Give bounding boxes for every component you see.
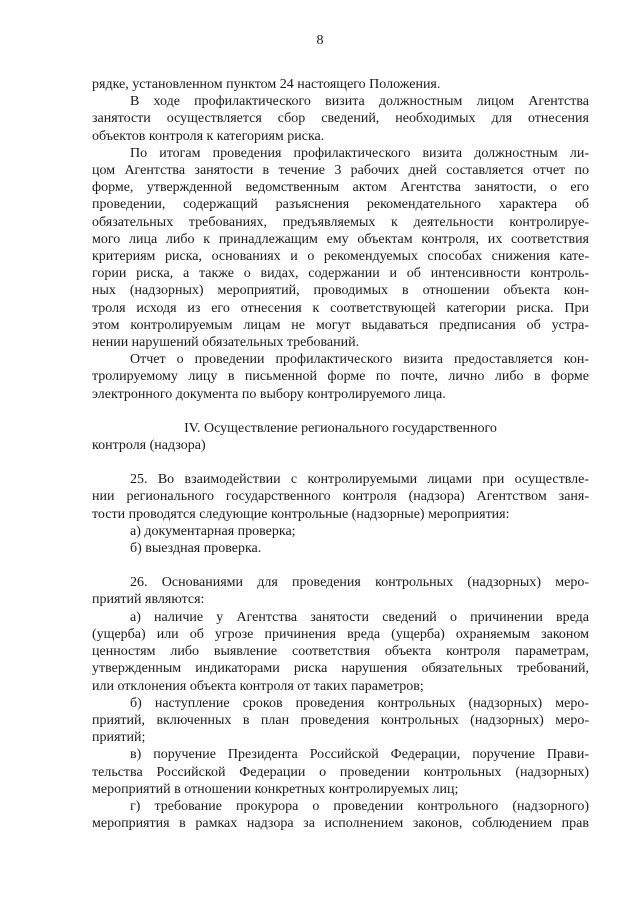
paragraph-gap bbox=[92, 454, 589, 471]
paragraph bbox=[92, 609, 589, 695]
text-line: или отклонения объекта контроля от таких параметров; bbox=[92, 678, 424, 694]
text-line: утвержденным индикаторами риска нарушения обязательных требований, bbox=[92, 661, 589, 677]
text-line: б) наступление сроков проведения контрольных (надзорных) меро- bbox=[130, 695, 589, 711]
text-line: мероприятий в отношении конкретных контролируемых лиц; bbox=[92, 781, 459, 797]
text-line: а) наличие у Агентства занятости сведений о причинении вреда bbox=[130, 609, 589, 625]
paragraph bbox=[92, 351, 589, 403]
text-line: троля исходя из его отнесения к соответствующей категории риска. При bbox=[92, 300, 589, 316]
text-line: электронного документа по выбору контролируемого лица. bbox=[92, 386, 446, 402]
text-line: приятий; bbox=[92, 730, 146, 746]
text-line: В ходе профилактического визита должностным лицом Агентства bbox=[130, 94, 589, 110]
text-line: г) требование прокурора о проведении контрольного (надзорного) bbox=[130, 798, 589, 814]
paragraph bbox=[92, 471, 589, 523]
paragraph bbox=[92, 523, 589, 540]
text-line: приятий являются: bbox=[92, 592, 205, 608]
paragraph bbox=[92, 798, 589, 832]
paragraph-gap bbox=[92, 557, 589, 574]
paragraph bbox=[92, 93, 589, 145]
text-line: приятий, включенных в план проведения контрольных (надзорных) меро- bbox=[92, 712, 589, 728]
paragraph bbox=[92, 145, 589, 351]
text-line: 25. Во взаимодействии с контролируемыми лицами при осуществле- bbox=[130, 472, 589, 488]
paragraph bbox=[92, 540, 589, 557]
paragraph-gap bbox=[92, 403, 589, 420]
text-line: в) поручение Президента Российской Федерации, поручение Прави- bbox=[130, 747, 589, 763]
text-line: рядке, установленном пунктом 24 настоящего Положения. bbox=[92, 77, 441, 92]
text-line: цом Агентства занятости в течение 3 рабочих дней составляется отчет по bbox=[92, 163, 589, 179]
text-line: гории риска, а также о видах, содержании и об интенсивности контроль- bbox=[92, 266, 589, 282]
text-line: этом контролируемым лицам не могут выдаваться предписания об устра- bbox=[92, 317, 589, 333]
text-line: контроля (надзора) bbox=[92, 438, 206, 454]
text-line: мого лица либо к принадлежащим ему объектам контроля, их соответствия bbox=[92, 231, 589, 247]
text-line: ценностям либо выявление соответствия объекта контроля параметрам, bbox=[92, 644, 589, 660]
paragraph bbox=[92, 76, 589, 93]
text-line: объектов контроля к категориям риска. bbox=[92, 128, 325, 144]
document-body bbox=[92, 76, 589, 832]
text-line: б) выездная проверка. bbox=[130, 541, 262, 557]
text-line: тельства Российской Федерации о проведении контрольных (надзорных) bbox=[92, 764, 589, 780]
text-line: нении нарушений обязательных требований. bbox=[92, 335, 360, 351]
text-line: проведении, содержащий разъяснения рекомендательного характера об bbox=[92, 197, 589, 213]
paragraph bbox=[92, 574, 589, 608]
section-heading bbox=[92, 420, 589, 454]
text-line: По итогам проведения профилактического визита должностным ли- bbox=[130, 145, 589, 161]
text-line: а) документарная проверка; bbox=[130, 523, 296, 539]
text-line: (ущерба) или об угрозе причинения вреда (ущерба) охраняемым законом bbox=[92, 626, 589, 642]
text-line: 26. Основаниями для проведения контрольных (надзорных) меро- bbox=[130, 575, 589, 591]
text-line: ных (надзорных) мероприятий, проводимых в отношении объекта кон- bbox=[92, 283, 589, 299]
paragraph bbox=[92, 695, 589, 747]
text-line: мероприятия в рамках надзора за исполнением законов, соблюдением прав bbox=[92, 816, 589, 832]
text-line: Отчет о проведении профилактического визита предоставляется кон- bbox=[130, 352, 589, 368]
text-line: форме, утвержденной ведомственным актом Агентства занятости, о его bbox=[92, 180, 589, 196]
text-line: тролируемому лицу в письменной форме по почте, лично либо в форме bbox=[92, 369, 589, 385]
page-number: 8 bbox=[316, 33, 324, 48]
text-line: критериям риска, основаниях и о рекомендуемых способах снижения кате- bbox=[92, 249, 589, 265]
text-line: нии регионального государственного контроля (надзора) Агентством заня- bbox=[92, 489, 589, 505]
text-line: обязательных требованиях, предъявляемых к деятельности контролируе- bbox=[92, 214, 589, 230]
paragraph bbox=[92, 746, 589, 798]
text-line: занятости осуществляется сбор сведений, необходимых для отнесения bbox=[92, 111, 589, 127]
text-line: IV. Осуществление регионального государственного bbox=[184, 420, 497, 436]
text-line: тости проводятся следующие контрольные (надзорные) мероприятия: bbox=[92, 506, 510, 522]
